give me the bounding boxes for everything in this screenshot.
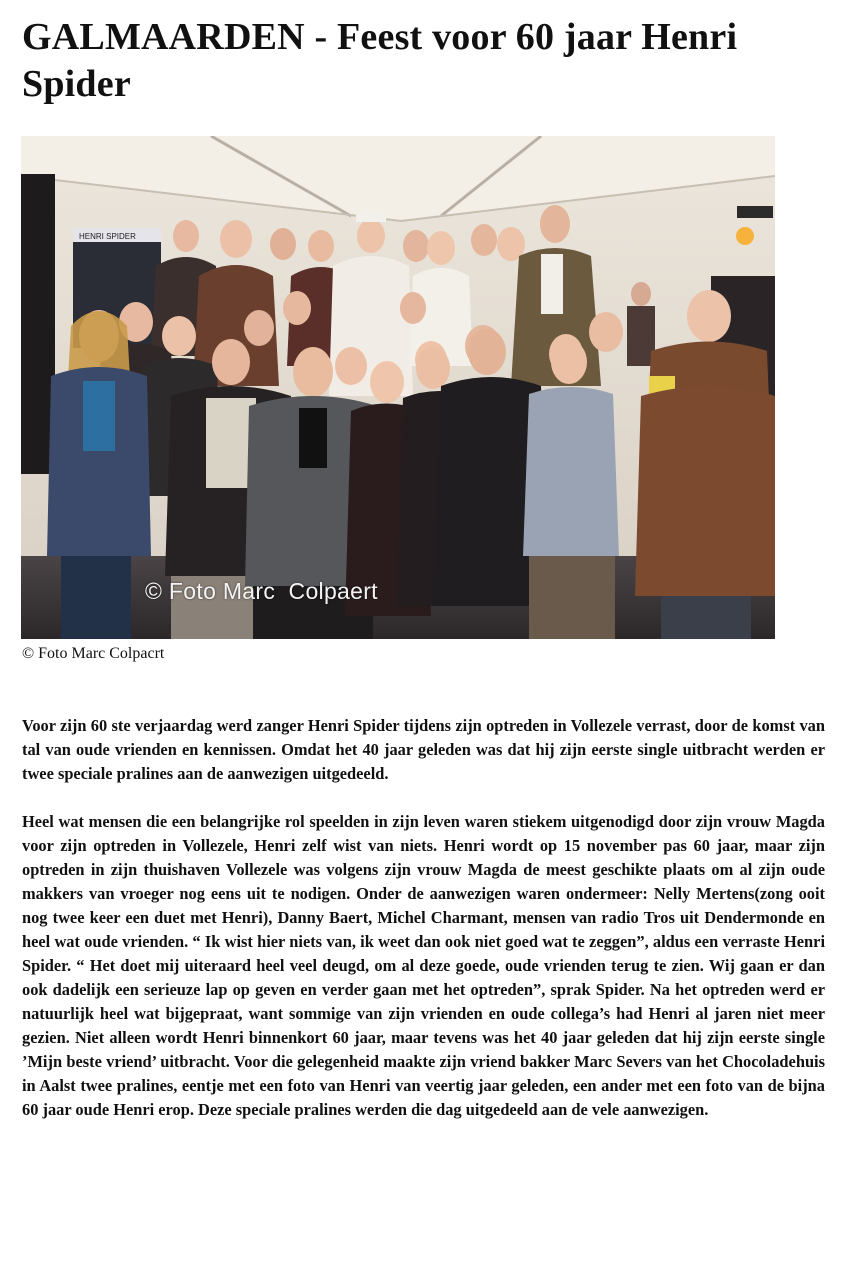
banner-label: HENRI SPIDER: [79, 232, 136, 241]
article-paragraph: Voor zijn 60 ste verjaardag werd zanger Henri Spider tijdens zijn optreden in Vollezele verrast, door de komst van tal van oude vrienden en kennissen. Omdat het 40 jaar geleden was dat hij zijn eerste single uitbracht werden er twee speciale pralines aan de aanwezigen uitgedeeld.: [22, 716, 825, 783]
group-photo: [21, 136, 775, 639]
article-headline: GALMAARDEN - Feest voor 60 jaar Henri Spider: [22, 16, 738, 105]
photo-watermark: © Foto Marc Colpaert: [145, 578, 378, 604]
group-photo-illustration: [21, 136, 775, 639]
photo-credit-caption: © Foto Marc Colpacrt: [22, 645, 165, 662]
article-paragraph: Heel wat mensen die een belangrijke rol speelden in zijn leven waren stiekem uitgenodigd door zijn vrouw Magda voor zijn optreden in Vollezele, Henri zelf wist van niets. Henri wordt op 15 november pas 60 jaar, maar zijn optreden in zijn thuishaven Vollezele was volgens zijn vrouw Magda de meest geschikte plaats om al zijn oude makkers van vroeger nog eens uit te nodigen. Onder de aanwezigen waren ondermeer: Nelly Mertens(zong ooit nog twee keer een duet met Henri), Danny Baert, Michel Charmant, mensen van radio Tros uit Dendermonde en heel wat oude vrienden. “ Ik wist hier niets van, ik weet dan ook niet goed wat te zeggen”, aldus een verraste Henri Spider. “ Het doet mij uiteraard heel veel deugd, om al deze goede, oude vrienden terug te zien. Wij gaan er dan ook dadelijk een serieuze lap op geven en verder gaan met het optreden”, sprak Spider. Na het optreden werd er natuurlijk heel wat bijgepraat, want sommige van zijn vrienden en oude collega’s had Henri al jaren niet meer gezien. Niet alleen wordt Henri binnenkort 60 jaar, maar tevens was het 40 jaar geleden dat hij zijn eerste single ’Mijn beste vriend’ uitbracht. Voor die gelegenheid maakte zijn vriend bakker Marc Severs van het Chocoladehuis in Aalst twee pralines, eentje met een foto van Henri van veertig jaar geleden, een ander met een foto van de bijna 60 jaar oude Henri erop. Deze speciale pralines werden die dag uitgedeeld aan de vele aanwezigen.: [22, 812, 825, 1119]
article-body: [22, 714, 825, 1146]
